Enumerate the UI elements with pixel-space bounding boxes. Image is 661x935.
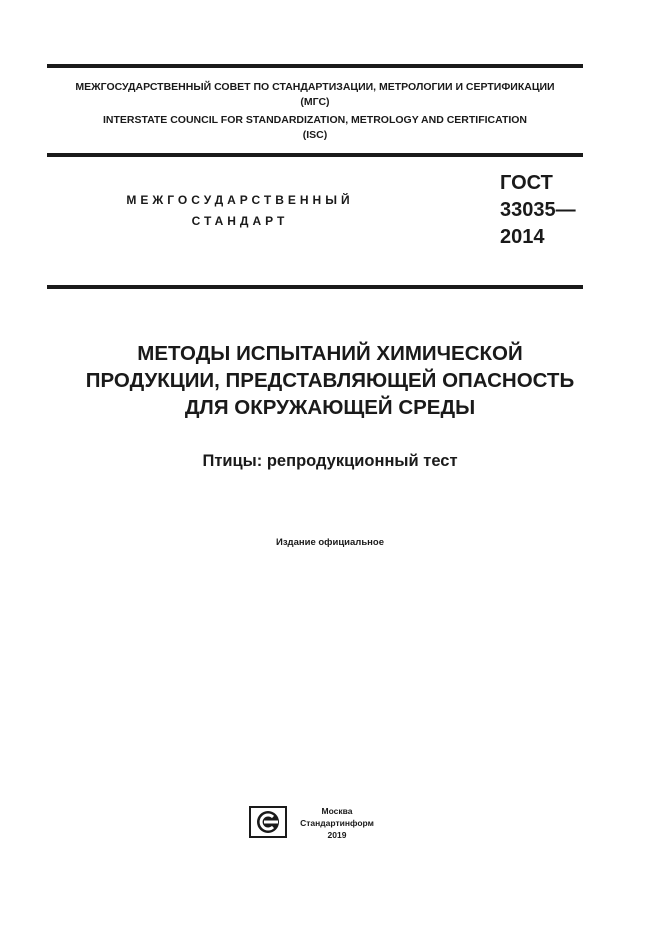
- title-line1: МЕТОДЫ ИСПЫТАНИЙ ХИМИЧЕСКОЙ: [137, 342, 523, 365]
- section-rule: [47, 285, 583, 289]
- header-rule: [47, 153, 583, 157]
- council-name-en: INTERSTATE COUNCIL FOR STANDARDIZATION, METROLOGY AND CERTIFICATION: [102, 114, 528, 126]
- standard-type-label: [100, 190, 380, 232]
- council-abbr-ru: (МГС): [300, 96, 330, 108]
- gost-number: 33035—: [500, 199, 576, 221]
- publisher-year: 2019: [327, 830, 347, 840]
- gost-designation: [500, 170, 576, 251]
- council-header: [47, 80, 583, 143]
- publisher-city: Москва: [321, 806, 353, 816]
- council-abbr-en: (ISC): [302, 129, 328, 141]
- title-line2: ПРОДУКЦИИ, ПРЕДСТАВЛЯЮЩЕЙ ОПАСНОСТЬ: [85, 369, 575, 392]
- publisher-info: [292, 805, 382, 841]
- council-name-ru: МЕЖГОСУДАРСТВЕННЫЙ СОВЕТ ПО СТАНДАРТИЗАЦИИ, МЕТРОЛОГИИ И СЕРТИФИКАЦИИ: [75, 81, 555, 93]
- publisher-name: Стандартинформ: [300, 818, 374, 828]
- gost-year: 2014: [500, 226, 545, 248]
- document-title: [47, 340, 613, 421]
- edition-note: Издание официальное: [276, 537, 384, 548]
- title-line3: ДЛЯ ОКРУЖАЮЩЕЙ СРЕДЫ: [184, 396, 476, 419]
- standard-label-line2: СТАНДАРТ: [191, 214, 289, 228]
- standard-label-line1: МЕЖГОСУДАРСТВЕННЫЙ: [126, 193, 354, 207]
- top-rule: [47, 64, 583, 68]
- standartinform-logo-icon: [249, 806, 287, 838]
- gost-label: ГОСТ: [500, 172, 553, 194]
- document-subtitle: Птицы: репродукционный тест: [202, 452, 458, 470]
